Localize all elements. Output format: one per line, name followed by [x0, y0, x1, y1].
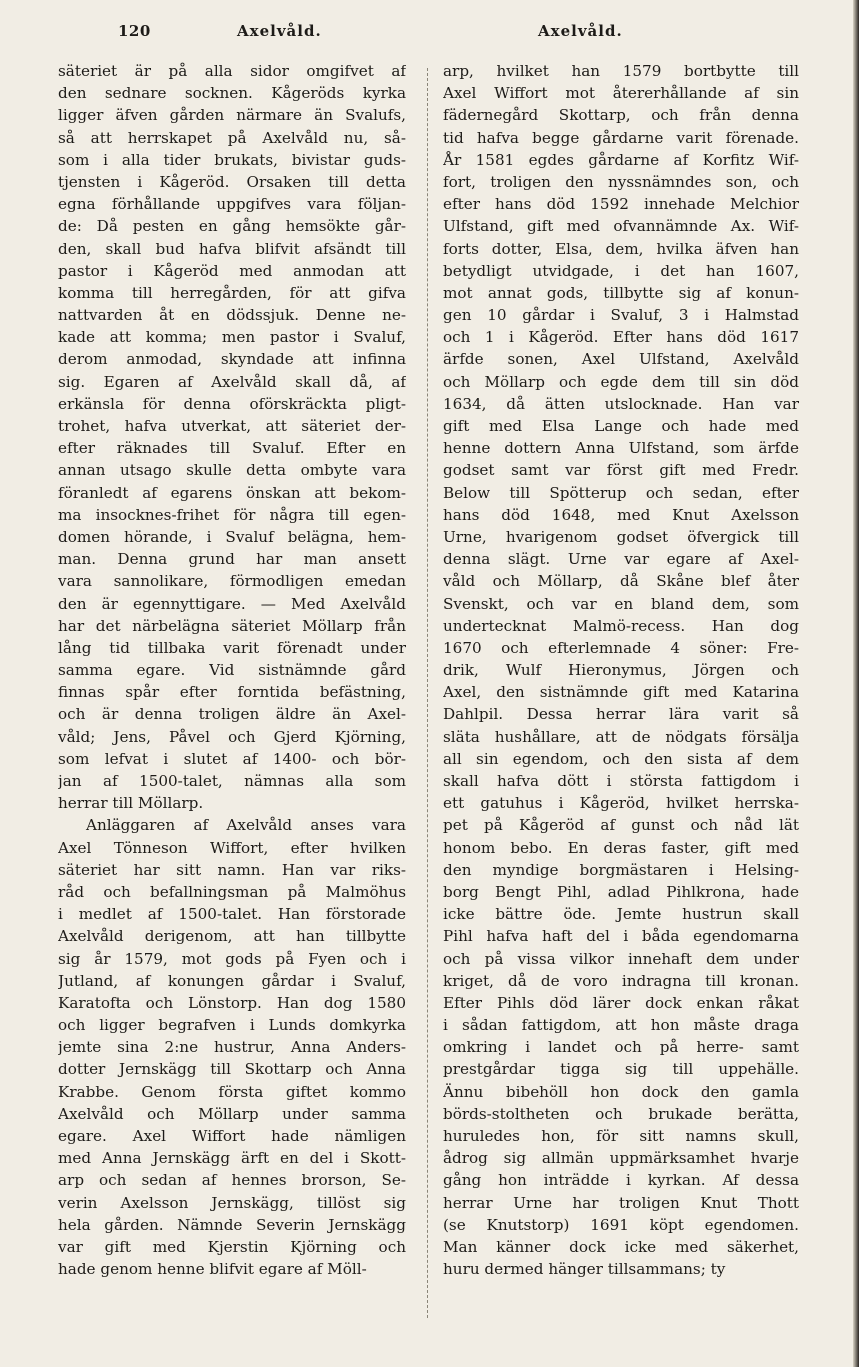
- text-line: och 1 i Kågeröd. Efter hans död 1617: [443, 328, 799, 347]
- text-line: ligger äfven gården närmare än Svalufs,: [58, 106, 406, 125]
- text-line: i medlet af 1500-talet. Han förstorade: [58, 905, 406, 924]
- text-line: ådrog sig allmän uppmärksamhet hvarje: [443, 1149, 799, 1168]
- text-line: Ännu bibehöll hon dock den gamla: [443, 1082, 799, 1101]
- text-line: derom anmodad, skyndade att infinna: [58, 350, 406, 369]
- text-line: ett gatuhus i Kågeröd, hvilket herrska-: [443, 794, 799, 813]
- text-line: Axelvåld och Möllarp under samma: [58, 1104, 406, 1123]
- text-line: gift med Elsa Lange och hade med: [443, 417, 799, 435]
- right-column: [443, 60, 799, 1280]
- text-line: År 1581 egdes gårdarne af Korfitz Wif-: [443, 150, 799, 169]
- text-line: har det närbelägna säteriet Möllarp från: [58, 616, 406, 635]
- text-line: som i alla tider brukats, bivistar guds-: [58, 150, 406, 169]
- text-line: erkänsla för denna oförskräckta pligt-: [58, 394, 406, 413]
- text-line: så att herrskapet på Axelvåld nu, så-: [58, 128, 406, 147]
- text-line: efter räknades till Svaluf. Efter en: [58, 439, 406, 458]
- text-line: huruledes hon, för sitt namns skull,: [443, 1127, 799, 1145]
- text-line: 1634, då ätten utslocknade. Han var: [443, 394, 799, 413]
- text-line: fädernegård Skottarp, och från denna: [443, 106, 799, 125]
- text-line: (se Knutstorp) 1691 köpt egendomen.: [443, 1215, 799, 1234]
- text-line: domen hörande, i Svaluf belägna, hem-: [58, 527, 406, 546]
- text-line: börds-stoltheten och brukade berätta,: [443, 1104, 799, 1123]
- text-line: honom bebo. En deras faster, gift med: [443, 838, 799, 857]
- text-line: komma till herregården, för att gifva: [58, 283, 406, 302]
- text-line: Urne, hvarigenom godset öfvergick till: [443, 527, 799, 546]
- text-line: efter hans död 1592 innehade Melchior: [443, 195, 799, 214]
- text-line: denna slägt. Urne var egare af Axel-: [443, 550, 799, 569]
- text-line: kriget, då de voro indragna till kronan.: [443, 971, 799, 990]
- text-line: Axel Tönneson Wiffort, efter hvilken: [58, 838, 406, 857]
- text-line: prestgårdar tigga sig till uppehälle.: [443, 1060, 799, 1079]
- text-line: i sådan fattigdom, att hon måste draga: [443, 1016, 799, 1035]
- text-line: Svenskt, och var en bland dem, som: [443, 594, 799, 613]
- text-line: drik, Wulf Hieronymus, Jörgen och: [443, 661, 799, 680]
- text-line: den myndige borgmästaren i Helsing-: [443, 860, 799, 879]
- text-line: Karatofta och Lönstorp. Han dog 1580: [58, 993, 406, 1012]
- text-line: arp och sedan af hennes brorson, Se-: [58, 1171, 406, 1190]
- text-line: all sin egendom, och den sista af dem: [443, 749, 799, 768]
- text-line: våld; Jens, Påvel och Gjerd Kjörning,: [58, 727, 406, 746]
- text-line: ma insocknes-frihet för några till egen-: [58, 505, 406, 524]
- text-line: Ulfstand, gift med ofvannämnde Ax. Wif-: [443, 217, 799, 236]
- text-line: föranledt af egarens önskan att bekom-: [58, 483, 406, 502]
- text-line: hade genom henne blifvit egare af Möll-: [58, 1260, 367, 1279]
- running-title-left: Axelvåld.: [237, 22, 322, 40]
- text-line: henne dottern Anna Ulfstand, som ärfde: [443, 439, 799, 458]
- page-number: 120: [118, 22, 151, 40]
- text-line: och Möllarp och egde dem till sin död: [443, 372, 799, 391]
- text-line: Dahlpil. Dessa herrar lära varit så: [443, 705, 799, 724]
- left-column: [58, 60, 406, 1280]
- text-line: dotter Jernskägg till Skottarp och Anna: [58, 1060, 406, 1079]
- text-line: de: Då pesten en gång hemsökte går-: [58, 217, 406, 236]
- text-line: herrar till Möllarp.: [58, 794, 204, 813]
- text-line: forts dotter, Elsa, dem, hvilka äfven han: [443, 239, 799, 258]
- text-line: som lefvat i slutet af 1400- och bör-: [58, 749, 406, 768]
- text-line: fort, troligen den nyssnämndes son, och: [443, 172, 799, 191]
- text-line: lång tid tillbaka varit förenadt under: [58, 638, 406, 657]
- text-line: borg Bengt Pihl, adlad Pihlkrona, hade: [443, 882, 799, 901]
- running-title-right: Axelvåld.: [538, 22, 623, 40]
- text-line: och på vissa vilkor innehaft dem under: [443, 949, 799, 968]
- text-line: den är egennyttigare. — Med Axelvåld: [58, 594, 406, 613]
- text-line: omkring i landet och på herre- samt: [443, 1038, 799, 1057]
- text-line: verin Axelsson Jernskägg, tillöst sig: [58, 1193, 406, 1212]
- text-line: Axelvåld derigenom, att han tillbytte: [58, 927, 406, 946]
- text-line: Efter Pihls död lärer dock enkan råkat: [443, 993, 799, 1012]
- text-line: man. Denna grund har man ansett: [58, 550, 406, 569]
- page-header: [0, 0, 859, 52]
- text-line: och är denna troligen äldre än Axel-: [58, 705, 406, 724]
- text-line: gen 10 gårdar i Svaluf, 3 i Halmstad: [443, 306, 799, 325]
- text-line: icke bättre öde. Jemte hustrun skall: [443, 905, 799, 924]
- text-line: Axel Wiffort mot återerhållande af sin: [443, 84, 799, 103]
- text-line: mot annat gods, tillbytte sig af konun-: [443, 283, 799, 302]
- column-divider: [427, 68, 428, 1318]
- text-line: Man känner dock icke med säkerhet,: [443, 1237, 799, 1256]
- text-line: gång hon inträdde i kyrkan. Af dessa: [443, 1171, 799, 1190]
- text-line: säteriet har sitt namn. Han var riks-: [58, 860, 406, 879]
- text-line: trohet, hafva utverkat, att säteriet der-: [58, 417, 406, 435]
- text-line: tid hafva begge gårdarne varit förenade.: [443, 128, 799, 147]
- text-line: jemte sina 2:ne hustrur, Anna Anders-: [58, 1038, 406, 1057]
- text-line: Anläggaren af Axelvåld anses vara: [86, 816, 406, 835]
- text-line: egare. Axel Wiffort hade nämligen: [58, 1127, 406, 1145]
- text-line: den, skall bud hafva blifvit afsändt till: [58, 239, 406, 258]
- text-line: jan af 1500-talet, nämnas alla som: [58, 772, 406, 790]
- text-line: Jutland, af konungen gårdar i Svaluf,: [58, 971, 406, 990]
- text-line: Axel, den sistnämnde gift med Katarina: [443, 683, 799, 702]
- text-line: samma egare. Vid sistnämnde gård: [58, 661, 406, 680]
- text-line: undertecknat Malmö-recess. Han dog: [443, 616, 799, 635]
- text-line: godset samt var först gift med Fredr.: [443, 461, 799, 480]
- text-line: sig år 1579, mot gods på Fyen och i: [58, 949, 406, 968]
- text-line: var gift med Kjerstin Kjörning och: [58, 1237, 406, 1256]
- text-line: tjensten i Kågeröd. Orsaken till detta: [58, 172, 406, 191]
- text-line: herrar Urne har troligen Knut Thott: [443, 1193, 799, 1212]
- text-line: pet på Kågeröd af gunst och nåd lät: [443, 816, 799, 835]
- text-line: nattvarden åt en dödssjuk. Denne ne-: [58, 306, 406, 325]
- text-line: vara sannolikare, förmodligen emedan: [58, 572, 406, 591]
- text-line: sig. Egaren af Axelvåld skall då, af: [58, 372, 406, 391]
- text-line: hela gården. Nämnde Severin Jernskägg: [58, 1215, 406, 1234]
- text-line: finnas spår efter forntida befästning,: [58, 683, 406, 702]
- text-line: säteriet är på alla sidor omgifvet af: [58, 62, 406, 80]
- text-line: kade att komma; men pastor i Svaluf,: [58, 328, 406, 347]
- text-line: våld och Möllarp, då Skåne blef åter: [443, 572, 799, 591]
- text-line: arp, hvilket han 1579 bortbytte till: [443, 62, 799, 80]
- text-line: skall hafva dött i största fattigdom i: [443, 772, 799, 790]
- text-line: pastor i Kågeröd med anmodan att: [58, 261, 406, 280]
- text-line: med Anna Jernskägg ärft en del i Skott-: [58, 1149, 406, 1168]
- text-line: huru dermed hänger tillsammans; ty: [443, 1260, 726, 1279]
- text-line: annan utsago skulle detta ombyte vara: [58, 461, 406, 480]
- page-edge-shadow: [853, 0, 859, 1367]
- text-line: Below till Spötterup och sedan, efter: [443, 483, 799, 502]
- text-line: den sednare socknen. Kågeröds kyrka: [58, 84, 406, 103]
- text-line: Krabbe. Genom första giftet kommo: [58, 1082, 406, 1101]
- text-line: råd och befallningsman på Malmöhus: [58, 882, 406, 901]
- text-line: ärfde sonen, Axel Ulfstand, Axelvåld: [443, 350, 799, 369]
- text-line: släta hushållare, att de nödgats försälja: [443, 727, 799, 746]
- text-line: betydligt utvidgade, i det han 1607,: [443, 261, 799, 280]
- text-line: hans död 1648, med Knut Axelsson: [443, 505, 799, 524]
- text-line: Pihl hafva haft del i båda egendomarna: [443, 927, 799, 946]
- text-line: och ligger begrafven i Lunds domkyrka: [58, 1016, 406, 1035]
- text-line: egna förhållande uppgifves vara följan-: [58, 195, 406, 214]
- text-line: 1670 och efterlemnade 4 söner: Fre-: [443, 638, 799, 657]
